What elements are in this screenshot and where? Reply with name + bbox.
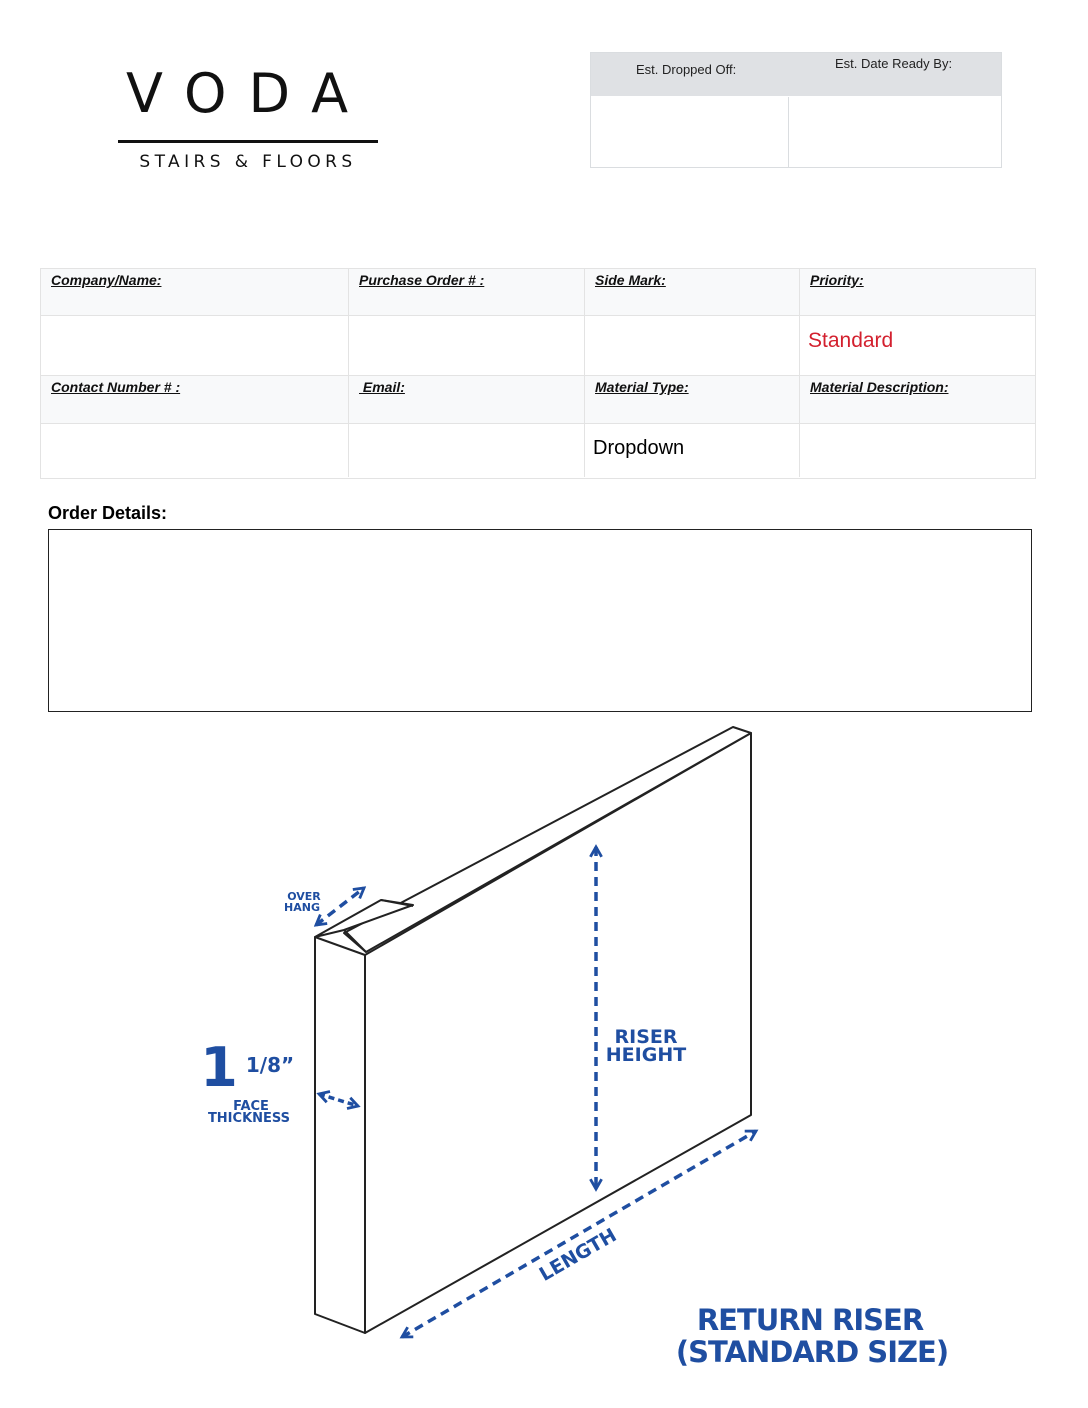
company-label: Company/Name:: [51, 272, 162, 288]
ready-by-label: Est. Date Ready By:: [835, 56, 953, 71]
ready-by-field[interactable]: [789, 97, 1001, 167]
email-field[interactable]: [349, 424, 585, 477]
material-desc-label: Material Description:: [810, 379, 949, 395]
order-details-textarea[interactable]: [48, 529, 1032, 712]
priority-label: Priority:: [810, 272, 864, 288]
riser-label: RISER: [614, 1026, 678, 1048]
order-info-table: [40, 268, 1036, 479]
priority-label-cell: [800, 269, 1035, 315]
logo-divider: [118, 140, 378, 143]
email-label: Email:: [359, 379, 405, 395]
po-label-cell: [349, 269, 585, 315]
order-details-title: Order Details:: [48, 503, 168, 523]
email-label-cell: [349, 376, 585, 423]
riser-board-drawing: [315, 727, 751, 1333]
thickness-label: THICKNESS: [207, 1111, 291, 1126]
company-field[interactable]: [41, 316, 349, 375]
po-field[interactable]: [349, 316, 585, 375]
company-label-cell: [41, 269, 349, 315]
overhang-label-1: OVER: [287, 890, 321, 903]
info-label-row-2: [41, 376, 1035, 424]
priority-value: Standard: [808, 329, 894, 352]
info-value-row-2: [41, 424, 1035, 477]
priority-field[interactable]: [800, 316, 1035, 375]
thickness-whole: 1: [200, 1036, 238, 1099]
return-riser-diagram: [0, 720, 1088, 1408]
logo-word-text: VODA: [125, 66, 371, 125]
material-type-label-cell: [585, 376, 800, 423]
diagram-title-line-1: RETURN RISER: [696, 1303, 924, 1337]
po-label: Purchase Order # :: [359, 272, 485, 288]
length-label: LENGTH: [535, 1224, 621, 1286]
overhang-label-2: HANG: [284, 901, 320, 914]
contact-label: Contact Number # :: [51, 379, 181, 395]
logo-subtitle: STAIRS & FLOORS: [139, 152, 357, 172]
material-type-value: Dropdown: [593, 437, 685, 459]
material-type-dropdown[interactable]: [585, 424, 800, 477]
date-header: [591, 53, 1001, 96]
info-value-row-1: [41, 316, 1035, 376]
thickness-fraction: 1/8”: [245, 1053, 295, 1077]
face-label: FACE: [233, 1099, 269, 1114]
riser-side-face: [315, 937, 365, 1333]
date-box: [590, 52, 1002, 168]
contact-field[interactable]: [41, 424, 349, 477]
info-label-row-1: [41, 269, 1035, 316]
diagram-title-line-2: (STANDARD SIZE): [675, 1335, 949, 1369]
height-label: HEIGHT: [605, 1044, 687, 1066]
side-mark-label-cell: [585, 269, 800, 315]
voda-logo: [112, 66, 384, 176]
material-desc-field[interactable]: [800, 424, 1035, 477]
dropped-off-field[interactable]: [591, 97, 788, 167]
voda-wordmark: [116, 66, 380, 126]
contact-label-cell: [41, 376, 349, 423]
material-desc-label-cell: [800, 376, 1035, 423]
dropped-off-label: Est. Dropped Off:: [636, 62, 737, 77]
side-mark-label: Side Mark:: [595, 272, 666, 288]
material-type-label: Material Type:: [595, 379, 689, 395]
side-mark-field[interactable]: [585, 316, 800, 375]
